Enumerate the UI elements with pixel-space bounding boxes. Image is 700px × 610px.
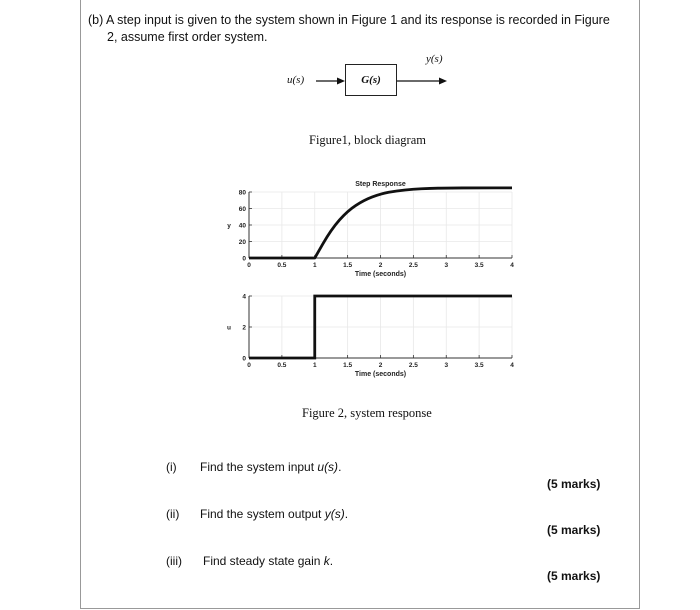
task-1-variable: u(s): [317, 460, 339, 474]
task-2-marks: (5 marks): [547, 523, 601, 537]
y-tick-label: 0: [242, 255, 246, 263]
y-axis-label: u: [227, 324, 231, 332]
x-tick-label: 1.5: [343, 262, 353, 269]
x-tick-label: 0: [247, 262, 251, 269]
question-line-2: 2, assume first order system.: [107, 30, 268, 44]
y-tick-label: 60: [238, 206, 246, 213]
x-tick-label: 0.5: [277, 262, 287, 269]
task-3-marks: (5 marks): [547, 569, 601, 583]
step-response-chart: [227, 181, 514, 278]
task-1-marks: (5 marks): [547, 477, 601, 491]
y-axis-label: y: [227, 222, 231, 230]
x-tick-label: 2: [378, 262, 383, 269]
x-tick-label: 3.5: [474, 262, 484, 269]
x-tick-label: 1.5: [343, 362, 353, 369]
task-3-variable: k: [323, 554, 330, 568]
y-tick-label: 20: [238, 239, 246, 246]
x-tick-label: 4: [510, 362, 514, 369]
task-3-text: Find steady state gain: [203, 554, 324, 568]
x-tick-label: 3: [444, 262, 449, 269]
output-label: y(s): [426, 53, 443, 65]
task-3-end: .: [329, 554, 334, 568]
y-tick-label: 2: [242, 324, 246, 332]
task-2-number: (ii): [166, 507, 180, 521]
y-tick-label: 40: [238, 222, 246, 230]
x-tick-label: 2.5: [408, 262, 418, 269]
y-tick-label: 0: [242, 355, 246, 363]
task-2-end: .: [344, 507, 349, 521]
question-line-1: (b) A step input is given to the system shown in Figure 1 and its response is recorded in Figure: [88, 13, 610, 27]
x-tick-label: 1: [312, 362, 317, 369]
task-2: [200, 507, 348, 521]
chart-title: Step Response: [355, 181, 406, 188]
x-axis-label: Time (seconds): [354, 371, 407, 378]
x-tick-label: 2.5: [408, 362, 418, 369]
x-tick-label: 4: [510, 262, 514, 269]
task-2-text: Find the system output: [200, 507, 325, 521]
task-2-variable: y(s): [324, 507, 345, 521]
x-tick-label: 0: [247, 362, 251, 369]
task-1: [200, 460, 341, 474]
x-axis-label: Time (seconds): [354, 271, 407, 278]
step-input-chart: [227, 294, 514, 379]
task-3: [203, 554, 333, 568]
x-tick-label: 3: [444, 362, 449, 369]
task-1-end: .: [338, 460, 342, 474]
y-tick-label: 80: [238, 189, 246, 197]
task-1-number: (i): [166, 460, 177, 474]
task-1-text: Find the system input: [200, 460, 318, 474]
y-tick-label: 4: [242, 293, 246, 301]
x-tick-label: 0.5: [277, 362, 287, 369]
x-tick-label: 3.5: [474, 362, 484, 369]
x-tick-label: 2: [378, 362, 383, 369]
transfer-function-label: G(s): [361, 74, 381, 86]
figure2-caption: Figure 2, system response: [302, 406, 432, 420]
x-tick-label: 1: [312, 262, 317, 269]
task-3-number: (iii): [166, 554, 182, 568]
figure1-caption: Figure1, block diagram: [309, 133, 426, 147]
input-label: u(s): [287, 74, 305, 86]
